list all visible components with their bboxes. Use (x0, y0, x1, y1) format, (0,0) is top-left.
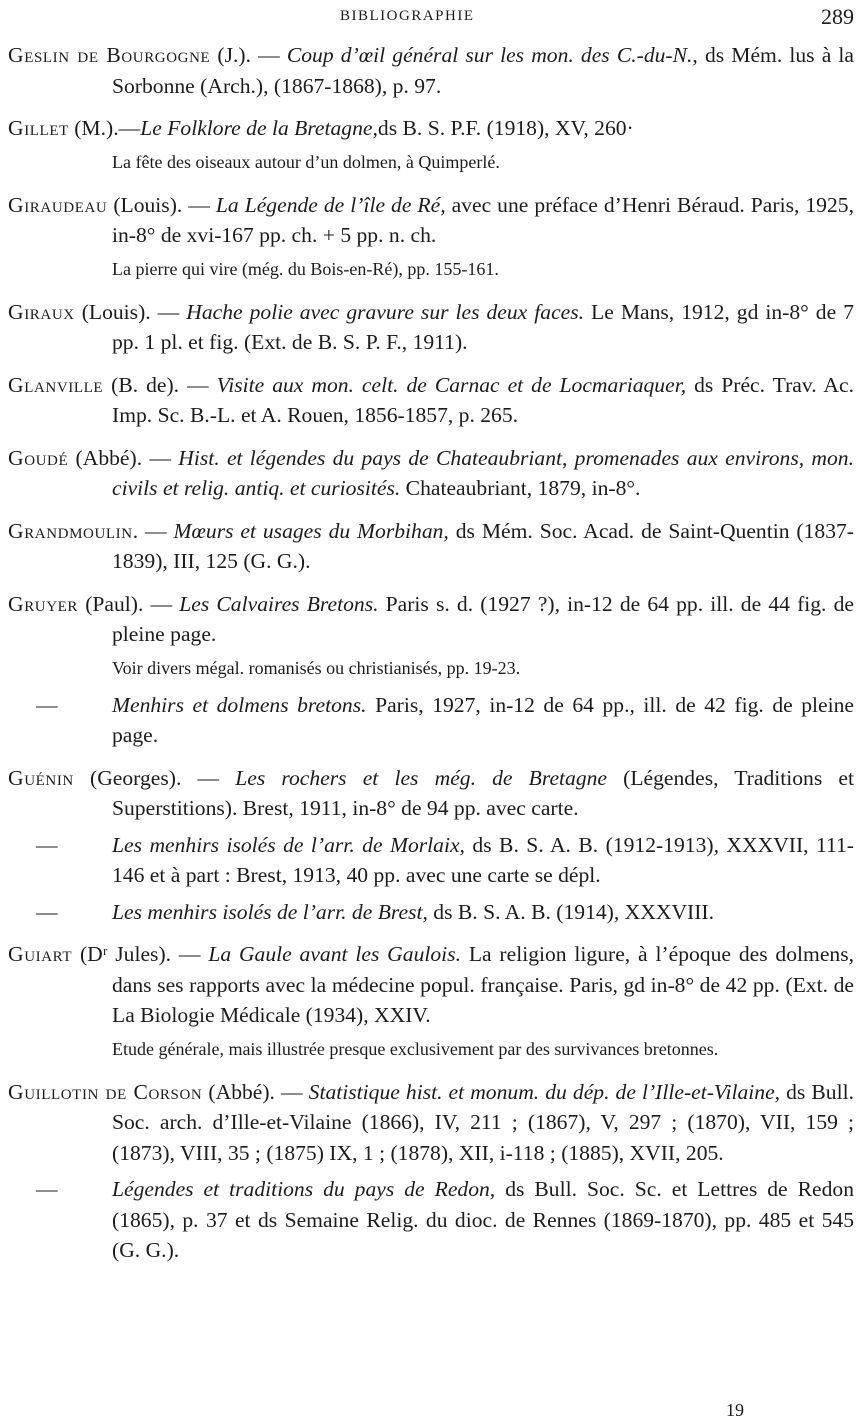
entry-details: Chateaubriant, 1879, in-8°. (400, 476, 641, 500)
entry-details: ds Bull. Soc. Sc. et Lettres de Redon (1865), p. 37 et ds Semaine Relig. du dioc. de Rennes (1869-1870), pp. 485 et 545 (G. G.). (112, 1177, 854, 1262)
entry-details: ds Mém. Soc. Acad. de Saint-Quentin (1837-1839), III, 125 (G. G.). (112, 518, 854, 573)
ditto-dash: — (36, 899, 58, 924)
entry-note: Voir divers mégal. romanisés ou christianisés, pp. 19-23. (112, 657, 521, 678)
page-number: 289 (821, 4, 854, 29)
bibliography-entry (8, 589, 854, 650)
bibliography-entry (8, 830, 854, 891)
bibliography-entry (8, 40, 854, 101)
entry-title: Coup d’œil général sur les mon. des C.-du-N. (286, 43, 693, 67)
entry-title: La Gaule avant les Gaulois. (208, 942, 461, 966)
entry-note: La pierre qui vire (még. du Bois-en-Ré), pp. 155-161. (112, 258, 499, 279)
entry-author: Giraux (8, 299, 75, 324)
entry-note: Etude générale, mais illustrée presque exclusivement par des survivances bretonnes. (112, 1038, 719, 1059)
entry-details: ds Bull. Soc. arch. d’Ille-et-Vilaine (1866), IV, 211 ; (1867), V, 297 ; (1870), VII, 159 ; (1873), VIII, 35 ; (1875) IX, 1 ; (1878), XII, i-118 ; (1885), XVII, 205. (112, 1079, 854, 1165)
running-header (0, 6, 862, 30)
entry-title: Mœurs et usages du Morbihan, (173, 518, 449, 543)
entry-title: Les Calvaires Bretons. (179, 591, 379, 616)
entry-author: Geslin de Bourgogne (8, 43, 211, 67)
entry-author-detail: . — (132, 518, 174, 543)
entry-author-detail: (Paul). — (78, 591, 180, 616)
bibliography-entry (8, 939, 854, 1031)
entry-title: Les rochers et les még. de Bretagne (235, 765, 608, 790)
entry-title: Les menhirs isolés de l’arr. de Morlaix, (112, 832, 465, 857)
entry-details: Paris s. d. (1927 ?), in-12 de 64 pp. ill. de 44 fig. de pleine page. (112, 591, 854, 646)
bibliography-entry (8, 690, 854, 751)
bibliography-entry (8, 297, 854, 358)
entry-author: Guiart (8, 942, 73, 966)
entry-details: ds B. S. A. B. (1914), XXXVIII. (427, 899, 715, 924)
entry-author-detail: (Louis). — (107, 192, 216, 217)
entry-note: La fête des oiseaux autour d’un dolmen, à Quimperlé. (112, 151, 500, 172)
entry-author: Goudé (8, 445, 69, 470)
entry-details: avec une préface d’Henri Béraud. Paris, 1925, in-8° de xvi-167 pp. ch. + 5 pp. n. ch. (112, 192, 854, 247)
ditto-dash: — (36, 832, 58, 857)
entry-title: La Légende de l’île de Ré, (215, 192, 446, 217)
bibliography-entry (8, 190, 854, 251)
bibliography-entry (8, 370, 854, 431)
entry-title: Menhirs et dolmens bretons. (112, 692, 367, 717)
entry-author-detail: (B. de). — (103, 372, 217, 397)
entry-details: ds B. S. P.F. (1918), XV, 260· (377, 116, 634, 140)
entry-author: Giraudeau (8, 192, 108, 217)
entry-title: Légendes et traditions du pays de Redon, (112, 1177, 496, 1201)
entry-details: La religion ligure, à l’époque des dolmens, dans ses rapports avec la médecine popul. française. Paris, gd in-8° de 42 pp. (Ext. de La Biologie Médicale (1934), XXIV. (112, 942, 855, 1027)
entry-author: Gillet (8, 116, 69, 140)
entry-author-detail: (Abbé). — (68, 445, 179, 470)
entry-title: Visite aux mon. celt. de Carnac et de Locmariaquer, (216, 372, 687, 397)
ditto-dash: — (36, 692, 58, 717)
bibliography-entry (8, 1174, 854, 1266)
entry-author-detail: (Georges). — (73, 765, 236, 790)
entry-author-detail: (Abbé). — (202, 1079, 309, 1104)
entry-details: Le Mans, 1912, gd in-8° de 7 pp. 1 pl. et fig. (Ext. de B. S. P. F., 1911). (112, 299, 854, 354)
bibliography-entry (8, 516, 854, 577)
bibliography-list (8, 40, 854, 1278)
entry-title: Les menhirs isolés de l’arr. de Brest, (112, 899, 428, 924)
entry-details: , ds Mém. lus à la Sorbonne (Arch.), (1867-1868), p. 97. (112, 43, 854, 98)
entry-title: Statistique hist. et monum. du dép. de l’Ille-et-Vilaine, (308, 1079, 781, 1104)
entry-author: Glanville (8, 372, 104, 397)
bibliography-entry (8, 763, 854, 824)
bibliography-entry (8, 113, 854, 144)
header-title: BIBLIOGRAPHIE (340, 8, 475, 24)
entry-author-detail: (Dʳ Jules). — (72, 942, 209, 966)
entry-title: Hist. et légendes du pays de Chateaubriant, promenades aux environs, mon. civils et relig. antiq. et curiosités. (112, 445, 854, 500)
entry-details: ds Préc. Trav. Ac. Imp. Sc. B.-L. et A. Rouen, 1856-1857, p. 265. (112, 372, 855, 427)
bibliography-entry (8, 443, 854, 504)
entry-author-detail: (J.). — (210, 43, 287, 67)
entry-author: Guénin (8, 765, 74, 790)
entry-author: Guillotin de Corson (8, 1079, 203, 1104)
entry-title: Hache polie avec gravure sur les deux faces. (186, 299, 585, 324)
entry-details: (Légendes, Traditions et Superstitions). Brest, 1911, in-8° de 94 pp. avec carte. (112, 765, 854, 820)
bibliography-entry (8, 897, 854, 928)
entry-author: Grandmoulin (8, 518, 133, 543)
entry-author-detail: (Louis). — (74, 299, 187, 324)
signature-mark: 19 (726, 1400, 744, 1420)
entry-details: Paris, 1927, in-12 de 64 pp., ill. de 42 fig. de pleine page. (112, 692, 854, 747)
entry-author-detail: (M.).— (68, 116, 141, 140)
entry-title: Le Folklore de la Bretagne, (140, 116, 378, 140)
entry-details: ds B. S. A. B. (1912-1913), XXXVII, 111-146 et à part : Brest, 1913, 40 pp. avec une carte se dépl. (112, 832, 854, 887)
ditto-dash: — (36, 1177, 58, 1201)
bibliography-entry (8, 1077, 854, 1169)
entry-author: Gruyer (8, 591, 79, 616)
